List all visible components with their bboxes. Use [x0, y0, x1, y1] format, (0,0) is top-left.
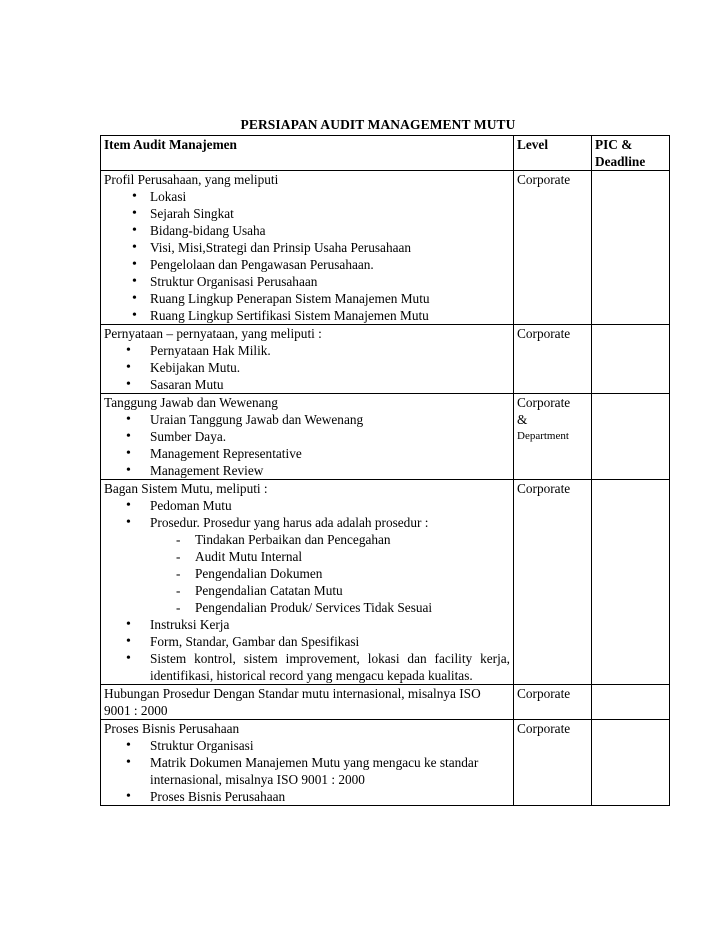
list-item: • Struktur Organisasi — [104, 737, 510, 754]
sub-list-item: - Pengendalian Dokumen — [104, 565, 510, 582]
list-item: • Management Representative — [104, 445, 510, 462]
list-item: • Instruksi Kerja — [104, 616, 510, 633]
header-item: Item Audit Manajemen — [101, 136, 514, 171]
pic-cell — [592, 394, 670, 480]
list-item: • Prosedur. Prosedur yang harus ada adalah prosedur : — [104, 514, 510, 531]
row-heading: Pernyataan – pernyataan, yang meliputi : — [104, 326, 322, 341]
level-cell: Corporate — [514, 171, 592, 325]
row-heading: Proses Bisnis Perusahaan — [104, 721, 240, 736]
level-cell — [514, 394, 592, 480]
header-pic — [592, 136, 670, 171]
table-row — [101, 685, 670, 720]
level-cell: Corporate — [514, 480, 592, 685]
pic-cell — [592, 171, 670, 325]
item-cell — [101, 394, 514, 480]
table-row — [101, 171, 670, 325]
row-heading: Hubungan Prosedur Dengan Standar mutu internasional, misalnya ISO 9001 : 2000 — [104, 686, 481, 718]
header-pic-line1: PIC & — [595, 137, 633, 152]
list-item: • Sasaran Mutu — [104, 376, 510, 393]
level-line: Corporate — [517, 395, 571, 410]
table-row — [101, 394, 670, 480]
pic-cell — [592, 720, 670, 806]
level-line: Department — [517, 430, 569, 442]
list-item: • Management Review — [104, 462, 510, 479]
list-item: • Kebijakan Mutu. — [104, 359, 510, 376]
pic-cell — [592, 480, 670, 685]
header-level: Level — [514, 136, 592, 171]
list-item: • Proses Bisnis Perusahaan — [104, 788, 510, 805]
list-item: • Struktur Organisasi Perusahaan — [104, 273, 510, 290]
item-cell — [101, 720, 514, 806]
table-row — [101, 480, 670, 685]
pic-cell — [592, 325, 670, 394]
sub-list-item: - Pengendalian Produk/ Services Tidak Sesuai — [104, 599, 510, 616]
audit-table — [100, 135, 670, 806]
sub-list-item: - Tindakan Perbaikan dan Pencegahan — [104, 531, 510, 548]
header-pic-line2: Deadline — [595, 154, 646, 169]
level-cell: Corporate — [514, 325, 592, 394]
list-item: • Ruang Lingkup Sertifikasi Sistem Manajemen Mutu — [104, 307, 510, 324]
level-cell: Corporate — [514, 685, 592, 720]
row-heading: Profil Perusahaan, yang meliputi — [104, 172, 279, 187]
sub-list-item: - Audit Mutu Internal — [104, 548, 510, 565]
pic-cell — [592, 685, 670, 720]
document-title: PERSIAPAN AUDIT MANAGEMENT MUTU — [240, 117, 516, 132]
table-row — [101, 720, 670, 806]
list-item: • Uraian Tanggung Jawab dan Wewenang — [104, 411, 510, 428]
item-cell — [101, 171, 514, 325]
list-item: • Sumber Daya. — [104, 428, 510, 445]
header-row — [101, 136, 670, 171]
list-item: • Pernyataan Hak Milik. — [104, 342, 510, 359]
list-item: • Ruang Lingkup Penerapan Sistem Manajemen Mutu — [104, 290, 510, 307]
level-cell: Corporate — [514, 720, 592, 806]
list-item: • Lokasi — [104, 188, 510, 205]
list-item: • Sistem kontrol, sistem improvement, lokasi dan facility kerja, identifikasi, historical record yang mengacu kepada kualitas. — [104, 650, 510, 684]
item-cell — [101, 480, 514, 685]
row-heading: Tanggung Jawab dan Wewenang — [104, 395, 278, 410]
item-cell — [101, 325, 514, 394]
list-item: • Pedoman Mutu — [104, 497, 510, 514]
list-item: • Sejarah Singkat — [104, 205, 510, 222]
table-row — [101, 325, 670, 394]
level-line: & — [517, 412, 528, 427]
list-item: • Visi, Misi,Strategi dan Prinsip Usaha Perusahaan — [104, 239, 510, 256]
sub-list-item: - Pengendalian Catatan Mutu — [104, 582, 510, 599]
list-item: • Bidang-bidang Usaha — [104, 222, 510, 239]
list-item: • Pengelolaan dan Pengawasan Perusahaan. — [104, 256, 510, 273]
list-item: • Matrik Dokumen Manajemen Mutu yang mengacu ke standar internasional, misalnya ISO 9001 : 2000 — [104, 754, 510, 788]
list-item: • Form, Standar, Gambar dan Spesifikasi — [104, 633, 510, 650]
row-heading: Bagan Sistem Mutu, meliputi : — [104, 481, 268, 496]
item-cell — [101, 685, 514, 720]
